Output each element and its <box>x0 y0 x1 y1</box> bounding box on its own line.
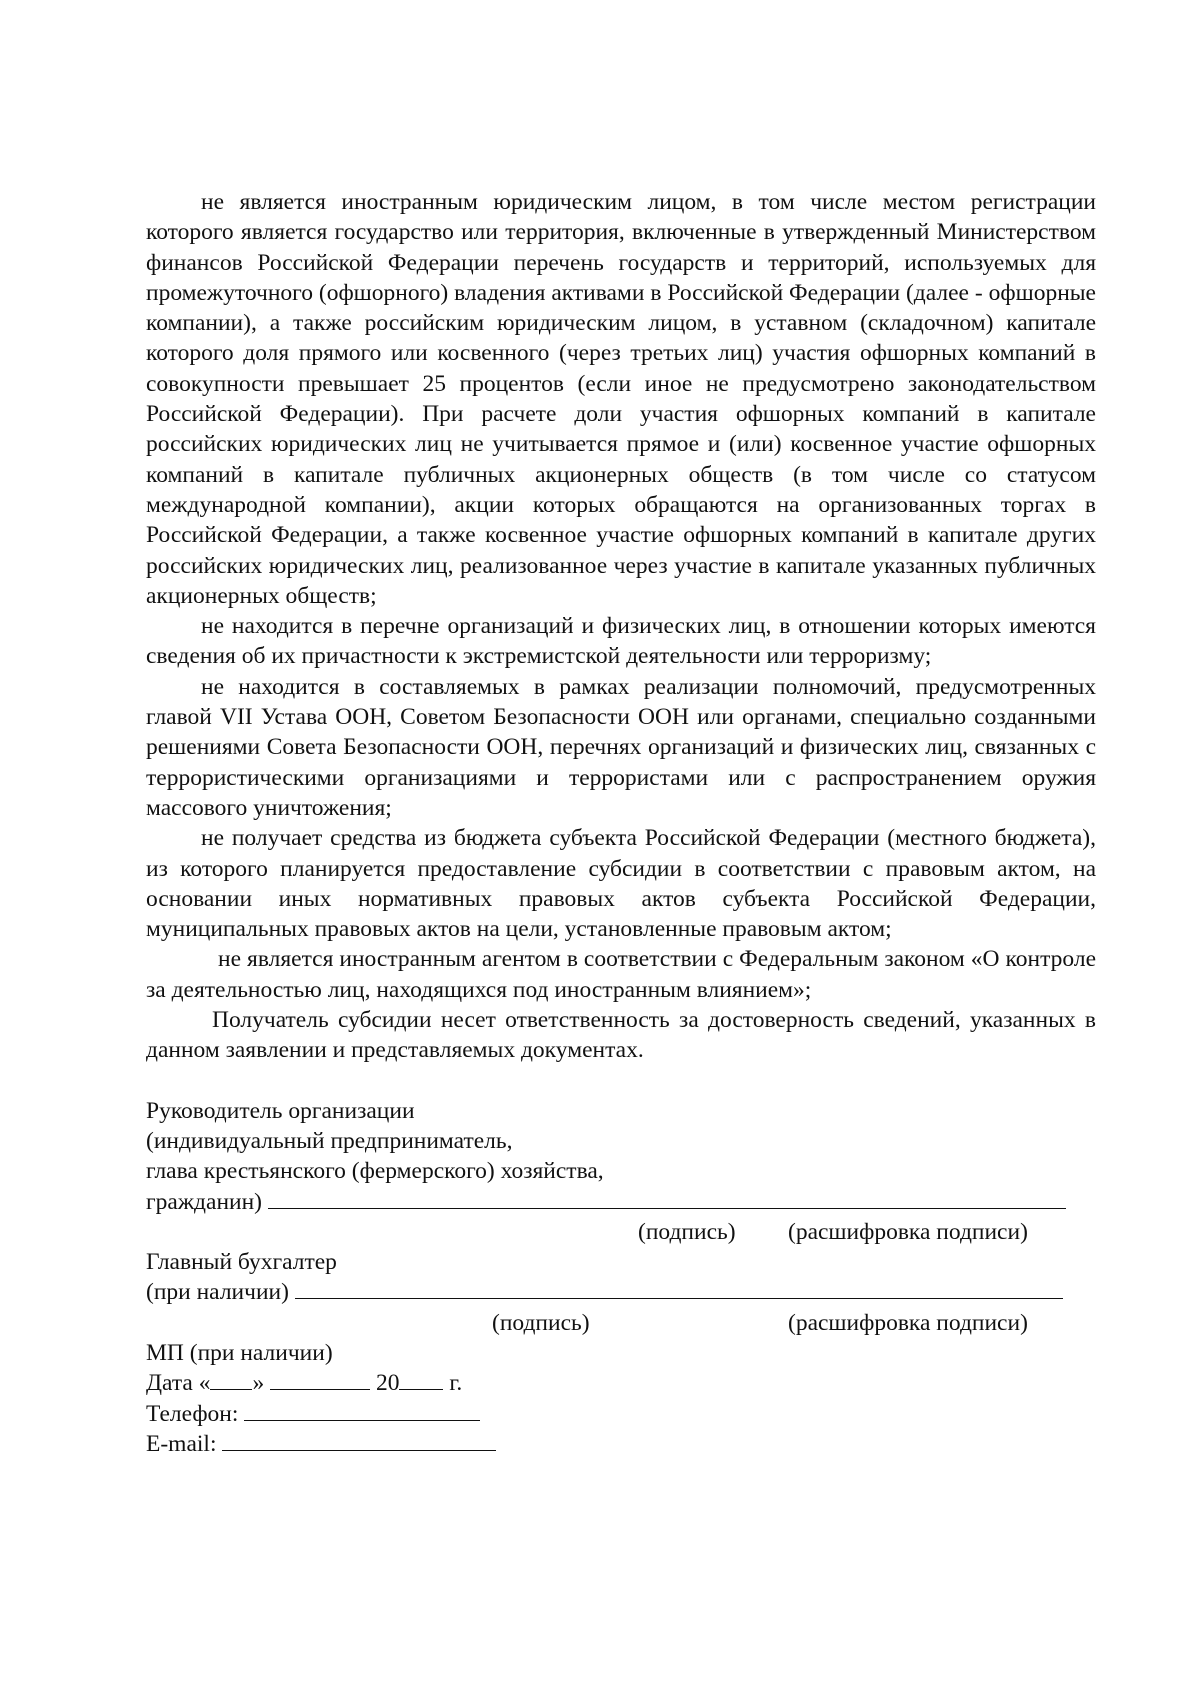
head-caption-signature: (подпись) <box>638 1218 736 1245</box>
accountant-line: Главный бухгалтер <box>146 1249 337 1276</box>
date-day-field[interactable] <box>210 1369 252 1390</box>
acc-caption-decoding: (расшифровка подписи) <box>788 1309 1028 1336</box>
accountant-caption-row <box>146 1308 1096 1338</box>
head-line-2: (индивидуальный предприниматель, <box>146 1127 513 1154</box>
date-year-suffix: г. <box>449 1370 463 1397</box>
accountant-signature-field[interactable] <box>295 1278 1063 1299</box>
head-signature-field[interactable] <box>268 1188 1066 1209</box>
date-quote-close: » <box>252 1370 265 1397</box>
accountant-signature-row <box>146 1277 1096 1307</box>
head-signature-row <box>146 1187 1096 1217</box>
date-label: Дата « <box>146 1370 211 1397</box>
paragraph-responsibility: Получатель субсидии несет ответственность за достоверность сведений, указанных в данном заявлении и представляемых документах. <box>146 1007 1096 1064</box>
stamp-line: МП (при наличии) <box>146 1339 333 1366</box>
accountant-last-label: (при наличии) <box>146 1279 289 1306</box>
signature-block <box>146 1096 1096 1460</box>
email-row <box>146 1429 1096 1459</box>
paragraph-extremism: не находится в перечне организаций и физических лиц, в отношении которых имеются сведения об их причастности к экстремистской деятельности или терроризму; <box>146 613 1096 670</box>
head-caption-row <box>146 1217 1096 1247</box>
date-year-prefix: 20 <box>375 1370 400 1397</box>
head-last-label: гражданин) <box>146 1188 262 1215</box>
head-caption-decoding: (расшифровка подписи) <box>788 1218 1028 1245</box>
paragraph-offshore: не является иностранным юридическим лицом, в том числе местом регистрации которого является государство или территория, включенные в утвержденный Министерством финансов Российской Федерации перечень государств и территорий, используемых для промежуточного (офшорного) владения активами в Российской Федерации (далее - офшорные компании), а также российским юридическим лицом, в уставном (складочном) капитале которого доля прямого или косвенного (через третьих лиц) участия офшорных компаний в совокупности превышает 25 процентов (если иное не предусмотрено законодательством Российской Федерации). При расчете доли участия офшорных компаний в капитале российских юридических лиц не учитывается прямое и (или) косвенное участие офшорных компаний в капитале публичных акционерных обществ (в том числе со статусом международной компании), акции которых обращаются на организованных торгах в Российской Федерации, а также косвенное участие офшорных компаний в капитале других российских юридических лиц, реализованное через участие в капитале указанных публичных акционерных обществ; <box>146 189 1096 609</box>
paragraph-budget-funds: не получает средства из бюджета субъекта Российской Федерации (местного бюджета), из которого планируется предоставление субсидии в соответствии с правовым актом, на основании иных нормативных правовых актов субъекта Российской Федерации, муниципальных правовых актов на цели, установленные правовым актом; <box>146 825 1096 943</box>
phone-label: Телефон: <box>146 1400 239 1427</box>
date-month-field[interactable] <box>270 1369 370 1390</box>
head-line-1: Руководитель организации <box>146 1097 415 1124</box>
document-page <box>146 187 1096 1459</box>
date-year-field[interactable] <box>399 1369 443 1390</box>
acc-caption-signature: (подпись) <box>492 1309 590 1336</box>
head-line-3: глава крестьянского (фермерского) хозяйства, <box>146 1158 604 1185</box>
phone-row <box>146 1399 1096 1429</box>
paragraph-un-sanctions: не находится в составляемых в рамках реализации полномочий, предусмотренных главой VII Устава ООН, Советом Безопасности ООН или органами, специально созданными решениями Совета Безопасности ООН, перечнях организаций и физических лиц, связанных с террористическими организациями и террористами или с распространением оружия массового уничтожения; <box>146 673 1096 821</box>
date-row <box>146 1368 1096 1398</box>
paragraph-foreign-agent: не является иностранным агентом в соответствии с Федеральным законом «О контроле за деятельностью лиц, находящихся под иностранным влиянием»; <box>146 946 1096 1003</box>
email-field[interactable] <box>222 1430 496 1451</box>
phone-field[interactable] <box>244 1400 480 1421</box>
email-label: E-mail: <box>146 1430 217 1457</box>
